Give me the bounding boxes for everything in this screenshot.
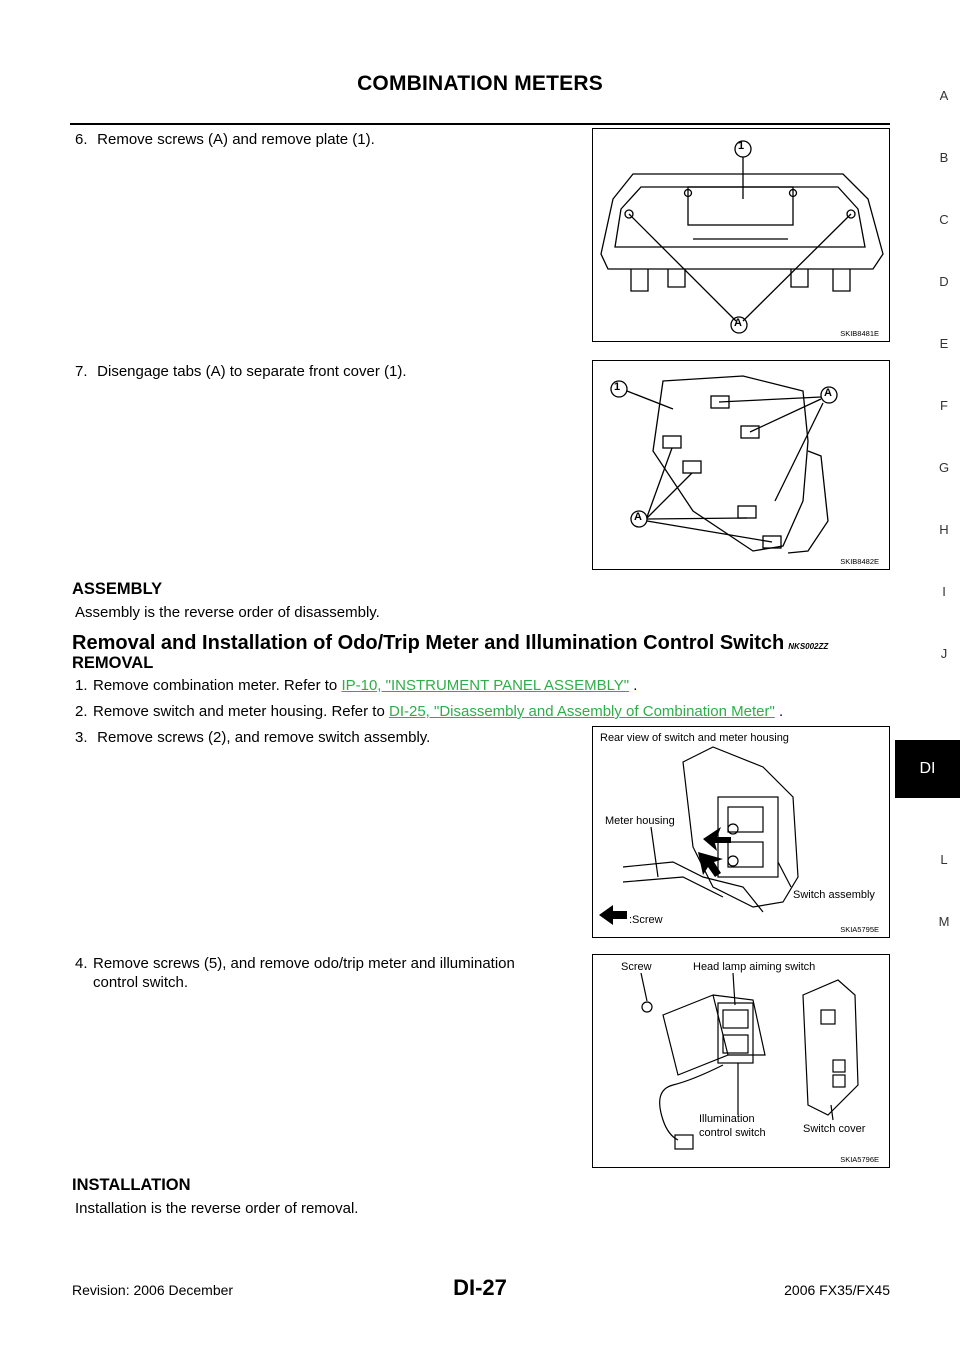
step-number: 1. (75, 677, 88, 694)
step-number: 3. (75, 729, 88, 746)
fig3-screw-legend: :Screw (629, 914, 663, 926)
step-text-continued: control switch. (93, 974, 189, 991)
fig4-screw: Screw (621, 961, 652, 973)
fig1-label-1: 1 (738, 140, 745, 152)
removal-step-4 (75, 954, 585, 992)
fig4-switch-cover: Switch cover (803, 1123, 866, 1135)
side-index-l[interactable]: L (940, 852, 948, 867)
figure-remove-plate (592, 128, 890, 342)
step-7 (75, 362, 407, 381)
side-index-g[interactable]: G (938, 460, 950, 475)
section-title-text: Removal and Installation of Odo/Trip Meter and Illumination Control Switch (72, 632, 785, 654)
step-number: 7. (75, 363, 88, 380)
step-text: Remove switch and meter housing. Refer to (93, 703, 389, 720)
removal-step-1 (75, 676, 637, 695)
step-text: Remove screws (5), and remove odo/trip meter and illumination (93, 955, 515, 972)
footer-revision: Revision: 2006 December (72, 1282, 234, 1298)
figure-switch-assembly (592, 726, 890, 938)
fig3-caption: Rear view of switch and meter housing (600, 732, 789, 744)
side-index-active-label: DI (919, 760, 936, 777)
removal-step-3 (75, 728, 430, 747)
figure-illumination-switch (592, 954, 890, 1168)
side-index-m[interactable]: M (938, 914, 950, 929)
removal-step-2 (75, 702, 783, 721)
fig4-control-switch: control switch (699, 1127, 766, 1139)
side-index-b[interactable]: B (939, 150, 949, 165)
footer-model: 2006 FX35/FX45 (784, 1282, 890, 1298)
step-number: 4. (75, 955, 88, 972)
side-index-i[interactable]: I (942, 584, 946, 599)
front-cover-illustration (593, 361, 889, 569)
step-tail: . (629, 677, 638, 694)
fig4-head-lamp-switch: Head lamp aiming switch (693, 961, 816, 973)
side-index-f[interactable]: F (940, 398, 948, 413)
fig2-label-a-top: A (824, 387, 832, 399)
step-number: 2. (75, 703, 88, 720)
assembly-text: Assembly is the reverse order of disassembly. (75, 604, 380, 621)
title-rule (70, 123, 890, 125)
page-number: DI-27 (453, 1275, 507, 1300)
meter-plate-illustration (593, 129, 889, 341)
switch-housing-illustration (593, 727, 889, 937)
step-tail: . (774, 703, 784, 720)
side-index-a[interactable]: A (939, 88, 949, 103)
side-index-h[interactable]: H (939, 522, 949, 537)
fig2-label-a-bottom: A (634, 511, 642, 523)
fig3-switch-assembly: Switch assembly (793, 889, 875, 901)
section-code: NKS002ZZ (788, 642, 829, 651)
removal-heading: REMOVAL (72, 654, 154, 672)
fig1-label-a: A (734, 317, 742, 329)
installation-text: Installation is the reverse order of removal. (75, 1200, 359, 1217)
side-index-e[interactable]: E (939, 336, 949, 351)
fig3-meter-housing: Meter housing (605, 815, 675, 827)
side-index-active-tab[interactable] (895, 740, 960, 798)
figure-code: SKIA5795E (840, 925, 879, 934)
step-text: Remove screws (2), and remove switch assembly. (97, 729, 431, 746)
figure-front-cover (592, 360, 890, 570)
link-di-25[interactable]: DI-25, "Disassembly and Assembly of Combination Meter" (388, 703, 775, 720)
figure-code: SKIA5796E (840, 1155, 879, 1164)
side-index-j[interactable]: J (940, 646, 948, 661)
step-text: Remove combination meter. Refer to (93, 677, 342, 694)
step-number: 6. (75, 131, 88, 148)
step-text: Remove screws (A) and remove plate (1). (97, 131, 375, 148)
figure-code: SKIB8481E (840, 329, 879, 338)
fig4-illumination: Illumination (699, 1113, 755, 1125)
step-6 (75, 130, 375, 149)
step-text: Disengage tabs (A) to separate front cover (1). (97, 363, 407, 380)
installation-heading: INSTALLATION (72, 1176, 191, 1194)
section-title (72, 632, 828, 655)
figure-code: SKIB8482E (840, 557, 879, 566)
assembly-heading: ASSEMBLY (72, 580, 163, 598)
side-index-c[interactable]: C (939, 212, 949, 227)
fig2-label-1: 1 (614, 381, 621, 393)
page-title: COMBINATION METERS (357, 72, 603, 95)
link-ip-10[interactable]: IP-10, "INSTRUMENT PANEL ASSEMBLY" (341, 677, 630, 694)
side-index-d[interactable]: D (939, 274, 949, 289)
